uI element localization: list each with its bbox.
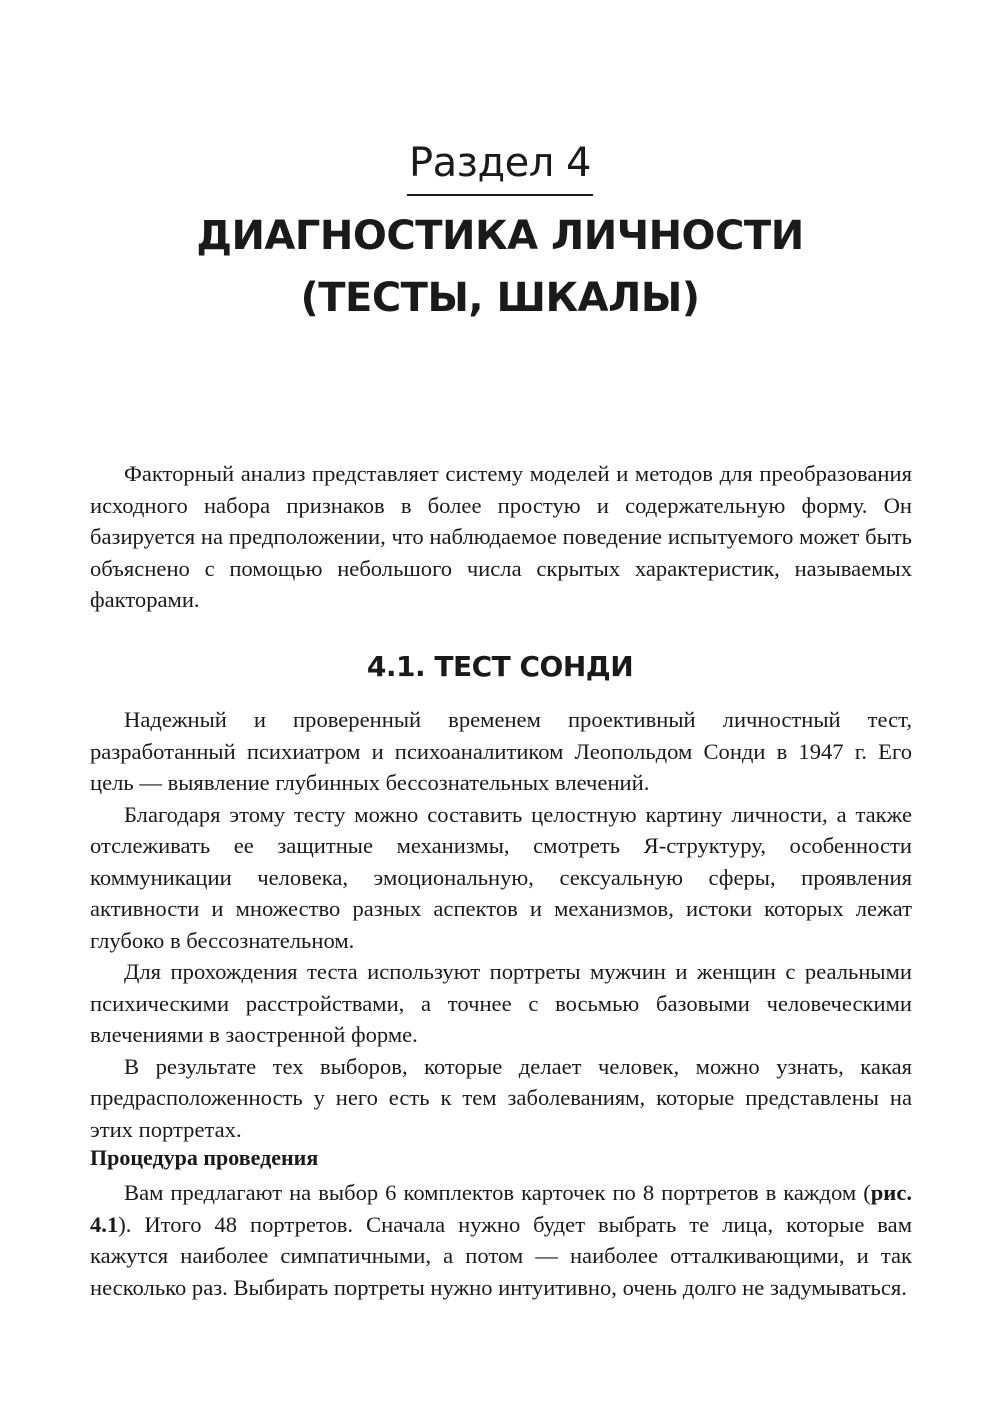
section-4-1-body [90, 704, 912, 1145]
section-label-wrap [0, 140, 1000, 196]
paragraph: Для прохождения теста используют портреты мужчин и женщин с реальными психическими расстройствами, а точнее с восьмью базовыми человеческими влечениями в заостренной форме. [90, 959, 912, 1047]
part-title [0, 205, 1000, 329]
figure-reference: рис. 4.1 [90, 1180, 912, 1237]
procedure-heading: Процедура проведения [90, 1145, 319, 1170]
paragraph: Надежный и проверенный временем проективный личностный тест, разработанный психиатром и психоаналитиком Леопольдом Сонди в 1947 г. Его цель — выявление глубинных бессознательных влечений. [90, 707, 912, 795]
intro-paragraph: Факторный анализ представляет систему моделей и методов для преобразования исходного набора признаков в более простую и содержательную форму. Он базируется на предположении, что наблюдаемое поведение испытуемого может быть объяснено с помощью небольшого числа скрытых характеристик, называемых факторами. [90, 461, 912, 612]
procedure-text-end: ). Итого 48 портретов. Сначала нужно будет выбрать те лица, которые вам кажутся наиболее симпатичными, а потом — наиболее отталкивающими, и так несколько раз. Выбирать портреты нужно интуитивно, очень долго не задумываться. [90, 1211, 912, 1300]
part-title-line-1: ДИАГНОСТИКА ЛИЧНОСТИ [196, 213, 804, 259]
intro-block [90, 458, 912, 616]
procedure-body [90, 1177, 912, 1303]
procedure-paragraph [90, 1177, 912, 1303]
paragraph: В результате тех выборов, которые делает человек, можно узнать, какая предрасположенность у него есть к тем заболеваниям, которые представлены на этих портретах. [90, 1053, 912, 1142]
part-title-line-2: (ТЕСТЫ, ШКАЛЫ) [300, 275, 700, 321]
paragraph: Благодаря этому тесту можно составить целостную картину личности, а также отслеживать ее защитные механизмы, смотреть Я-структуру, особенности коммуникации человека, эмоциональную, сексуальную сферы, проявления активности и множество разных аспектов и механизмов, истоки которых лежат глубоко в бессознательном. [90, 801, 912, 953]
section-heading-4-1: 4.1. ТЕСТ СОНДИ [366, 650, 634, 683]
section-label: Раздел 4 [407, 140, 593, 196]
procedure-text-start: Вам предлагают на выбор 6 комплектов карточек по 8 портретов в каждом ( [124, 1180, 871, 1205]
